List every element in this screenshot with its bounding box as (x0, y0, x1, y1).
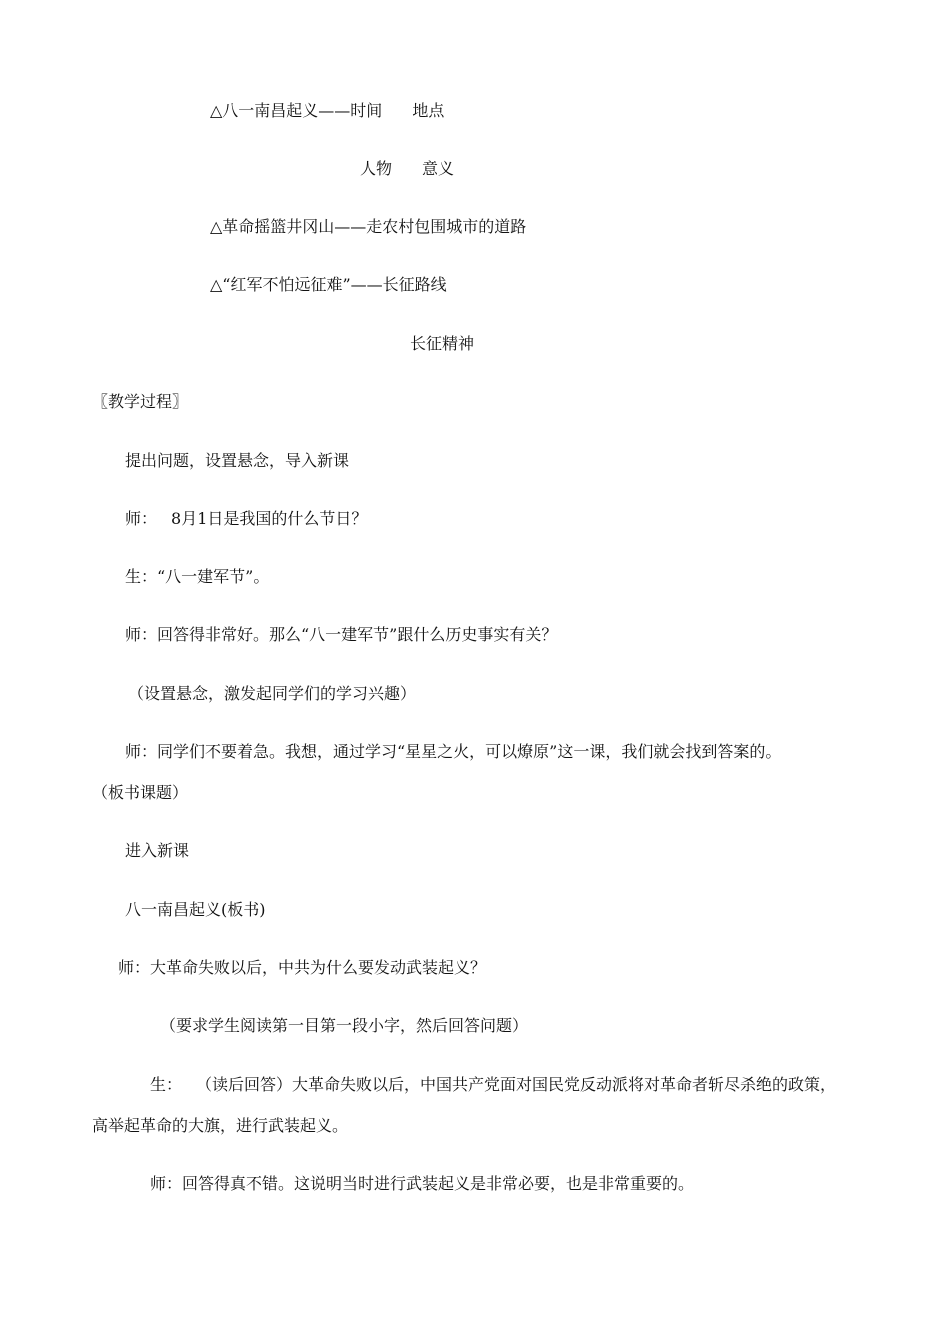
question-text: 8月1日是我国的什么节日？ (171, 509, 368, 528)
section-title: 〖教学过程〗 (92, 392, 189, 411)
outline-item-long-march-spirit: 长征精神 (410, 334, 475, 353)
outline-item-meaning: 意义 (422, 159, 455, 178)
reply-text: （读后回答）大革命失败以后，中国共产党面对国民党反动派将对革命者斩尽杀绝的政策， (196, 1075, 837, 1094)
paragraph-enter-lesson: 进入新课 (125, 841, 190, 860)
paragraph-teacher-comment: 师：回答得真不错。这说明当时进行武装起义是非常必要，也是非常重要的。 (150, 1174, 695, 1193)
paragraph-nanchang-heading: 八一南昌起义(板书) (125, 900, 266, 919)
speaker-label: 师： (125, 509, 158, 528)
paragraph-student-reply-line2: 高举起革命的大旗，进行武装起义。 (92, 1116, 349, 1135)
paragraph-teacher-question (125, 508, 367, 530)
paragraph-teacher-intro-line2: （板书课题） (92, 783, 189, 802)
paragraph-student-reply-line1 (150, 1074, 836, 1096)
paragraph-note-reading: （要求学生阅读第一目第一段小字，然后回答问题） (160, 1016, 529, 1035)
outline-item-people: 人物 (360, 159, 393, 178)
speaker-label: 生： (150, 1075, 183, 1094)
outline-item-nanchang-row2 (360, 158, 454, 180)
outline-item-nanchang-label: △八一南昌起义——时间 (210, 101, 383, 120)
outline-item-place: 地点 (412, 101, 445, 120)
paragraph-student-answer: 生：“八一建军节”。 (125, 567, 270, 586)
outline-item-long-march: △“红军不怕远征难”——长征路线 (210, 275, 447, 294)
outline-item-nanchang (210, 100, 444, 122)
paragraph-teacher-why: 师：大革命失败以后，中共为什么要发动武装起义？ (118, 958, 487, 977)
paragraph-note-suspense: （设置悬念，激发起同学们的学习兴趣） (128, 684, 417, 703)
paragraph-intro: 提出问题，设置悬念，导入新课 (125, 451, 350, 470)
paragraph-teacher-intro-line1: 师：同学们不要着急。我想，通过学习“星星之火，可以燎原”这一课，我们就会找到答案的。 (125, 742, 782, 761)
outline-item-jinggangshan: △革命摇篮井冈山——走农村包围城市的道路 (210, 217, 527, 236)
paragraph-teacher-followup: 师：回答得非常好。那么“八一建军节”跟什么历史事实有关？ (125, 625, 558, 644)
